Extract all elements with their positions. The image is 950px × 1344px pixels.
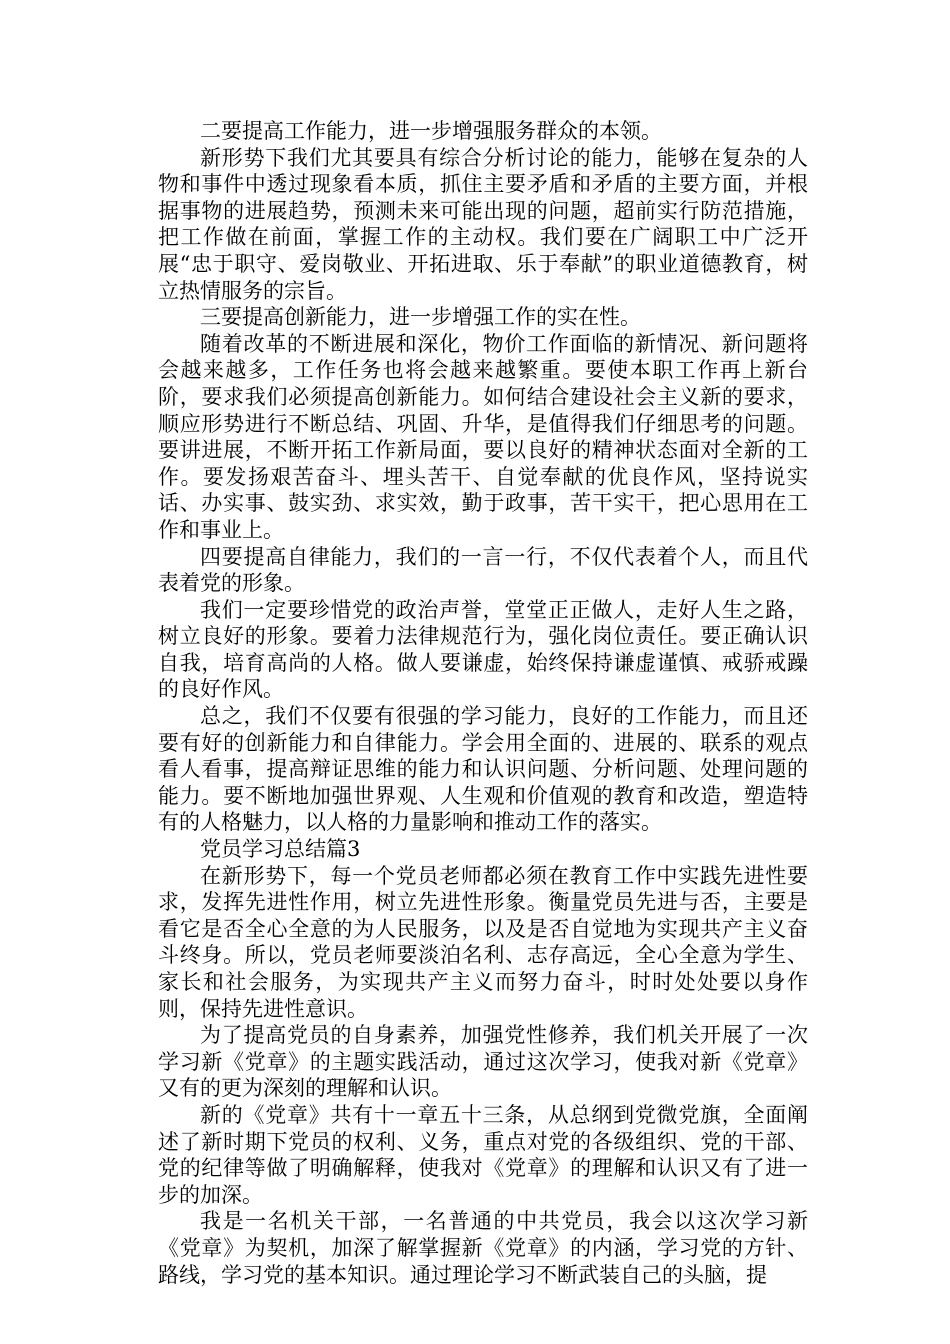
- paragraph-teachers: 在新形势下，每一个党员老师都必须在教育工作中实践先进性要求，发挥先进性作用，树立先进性形象。衡量党员先进与否，主要是看它是否全心全意的为人民服务，以及是否自觉地为实现共产主义奋斗终身。所以，党员老师要淡泊名利、志存高远，全心全意为学生、家长和社会服务，为实现共产主义而努力奋斗，时时处处要以身作则，保持先进性意识。: [158, 863, 808, 1021]
- paragraph-party-study: 为了提高党员的自身素养，加强党性修养，我们机关开展了一次学习新《党章》的主题实践活动，通过这次学习，使我对新《党章》又有的更为深刻的理解和认识。: [158, 1023, 808, 1101]
- document-body: [158, 118, 808, 1288]
- paragraph-heading-work-ability: 二要提高工作能力，进一步增强服务群众的本领。: [200, 119, 662, 143]
- paragraph-reputation: 我们一定要珍惜党的政治声誉，堂堂正正做人，走好人生之路，树立良好的形象。要着力法律规范行为，强化岗位责任。要正确认识自我，培育高尚的人格。做人要谦虚，始终保持谦虚谨慎、戒骄戒躁的良好作风。: [158, 597, 808, 702]
- paragraph-summary: 总之，我们不仅要有很强的学习能力，良好的工作能力，而且还要有好的创新能力和自律能力。学会用全面的、进展的、联系的观点看人看事，提高辩证思维的能力和认识问题、分析问题、处理问题的能力。要不断地加强世界观、人生观和价值观的教育和改造，塑造特有的人格魅力，以人格的力量影响和推动工作的落实。: [158, 704, 808, 835]
- paragraph-reform: 随着改革的不断进展和深化，物价工作面临的新情况、新问题将会越来越多，工作任务也将会越来越繁重。要使本职工作再上新台阶，要求我们必须提高创新能力。如何结合建设社会主义新的要求，顺应形势进行不断总结、巩固、升华，是值得我们仔细思考的问题。要讲进展，不断开拓工作新局面，要以良好的精神状态面对全新的工作。要发扬艰苦奋斗、埋头苦干、自觉奉献的优良作风，坚持说实话、办实事、鼓实劲、求实效，勤于政事，苦干实干，把心思用在工作和事业上。: [158, 331, 808, 542]
- paragraph-heading-innovation: 三要提高创新能力，进一步增强工作的实在性。: [200, 305, 641, 330]
- paragraph-cadre: 我是一名机关干部，一名普通的中共党员，我会以这次学习新《党章》为契机，加深了解掌握新《党章》的内涵，学习党的方针、路线，学习党的基本知识。通过理论学习不断武装自己的头脑，提: [158, 1209, 808, 1287]
- paragraph-constitution: 新的《党章》共有十一章五十三条，从总纲到党微党旗，全面阐述了新时期下党员的权利、义务，重点对党的各级组织、党的干部、党的纪律等做了明确解释，使我对《党章》的理解和认识又有了进一步的加深。: [158, 1102, 808, 1207]
- paragraph-analysis: 新形势下我们尤其要具有综合分析讨论的能力，能够在复杂的人物和事件中透过现象看本质，抓住主要矛盾和矛盾的主要方面，并根据事物的进展趋势，预测未来可能出现的问题，超前实行防范措施，把工作做在前面，掌握工作的主动权。我们要在广阔职工中广泛开展“忠于职守、爱岗敬业、开拓进取、乐于奉献”的职业道德教育，树立热情服务的宗旨。: [158, 145, 808, 303]
- paragraph-heading-self-discipline: 四要提高自律能力，我们的一言一行，不仅代表着个人，而且代表着党的形象。: [158, 544, 808, 596]
- section-heading: 党员学习总结篇3: [200, 837, 361, 862]
